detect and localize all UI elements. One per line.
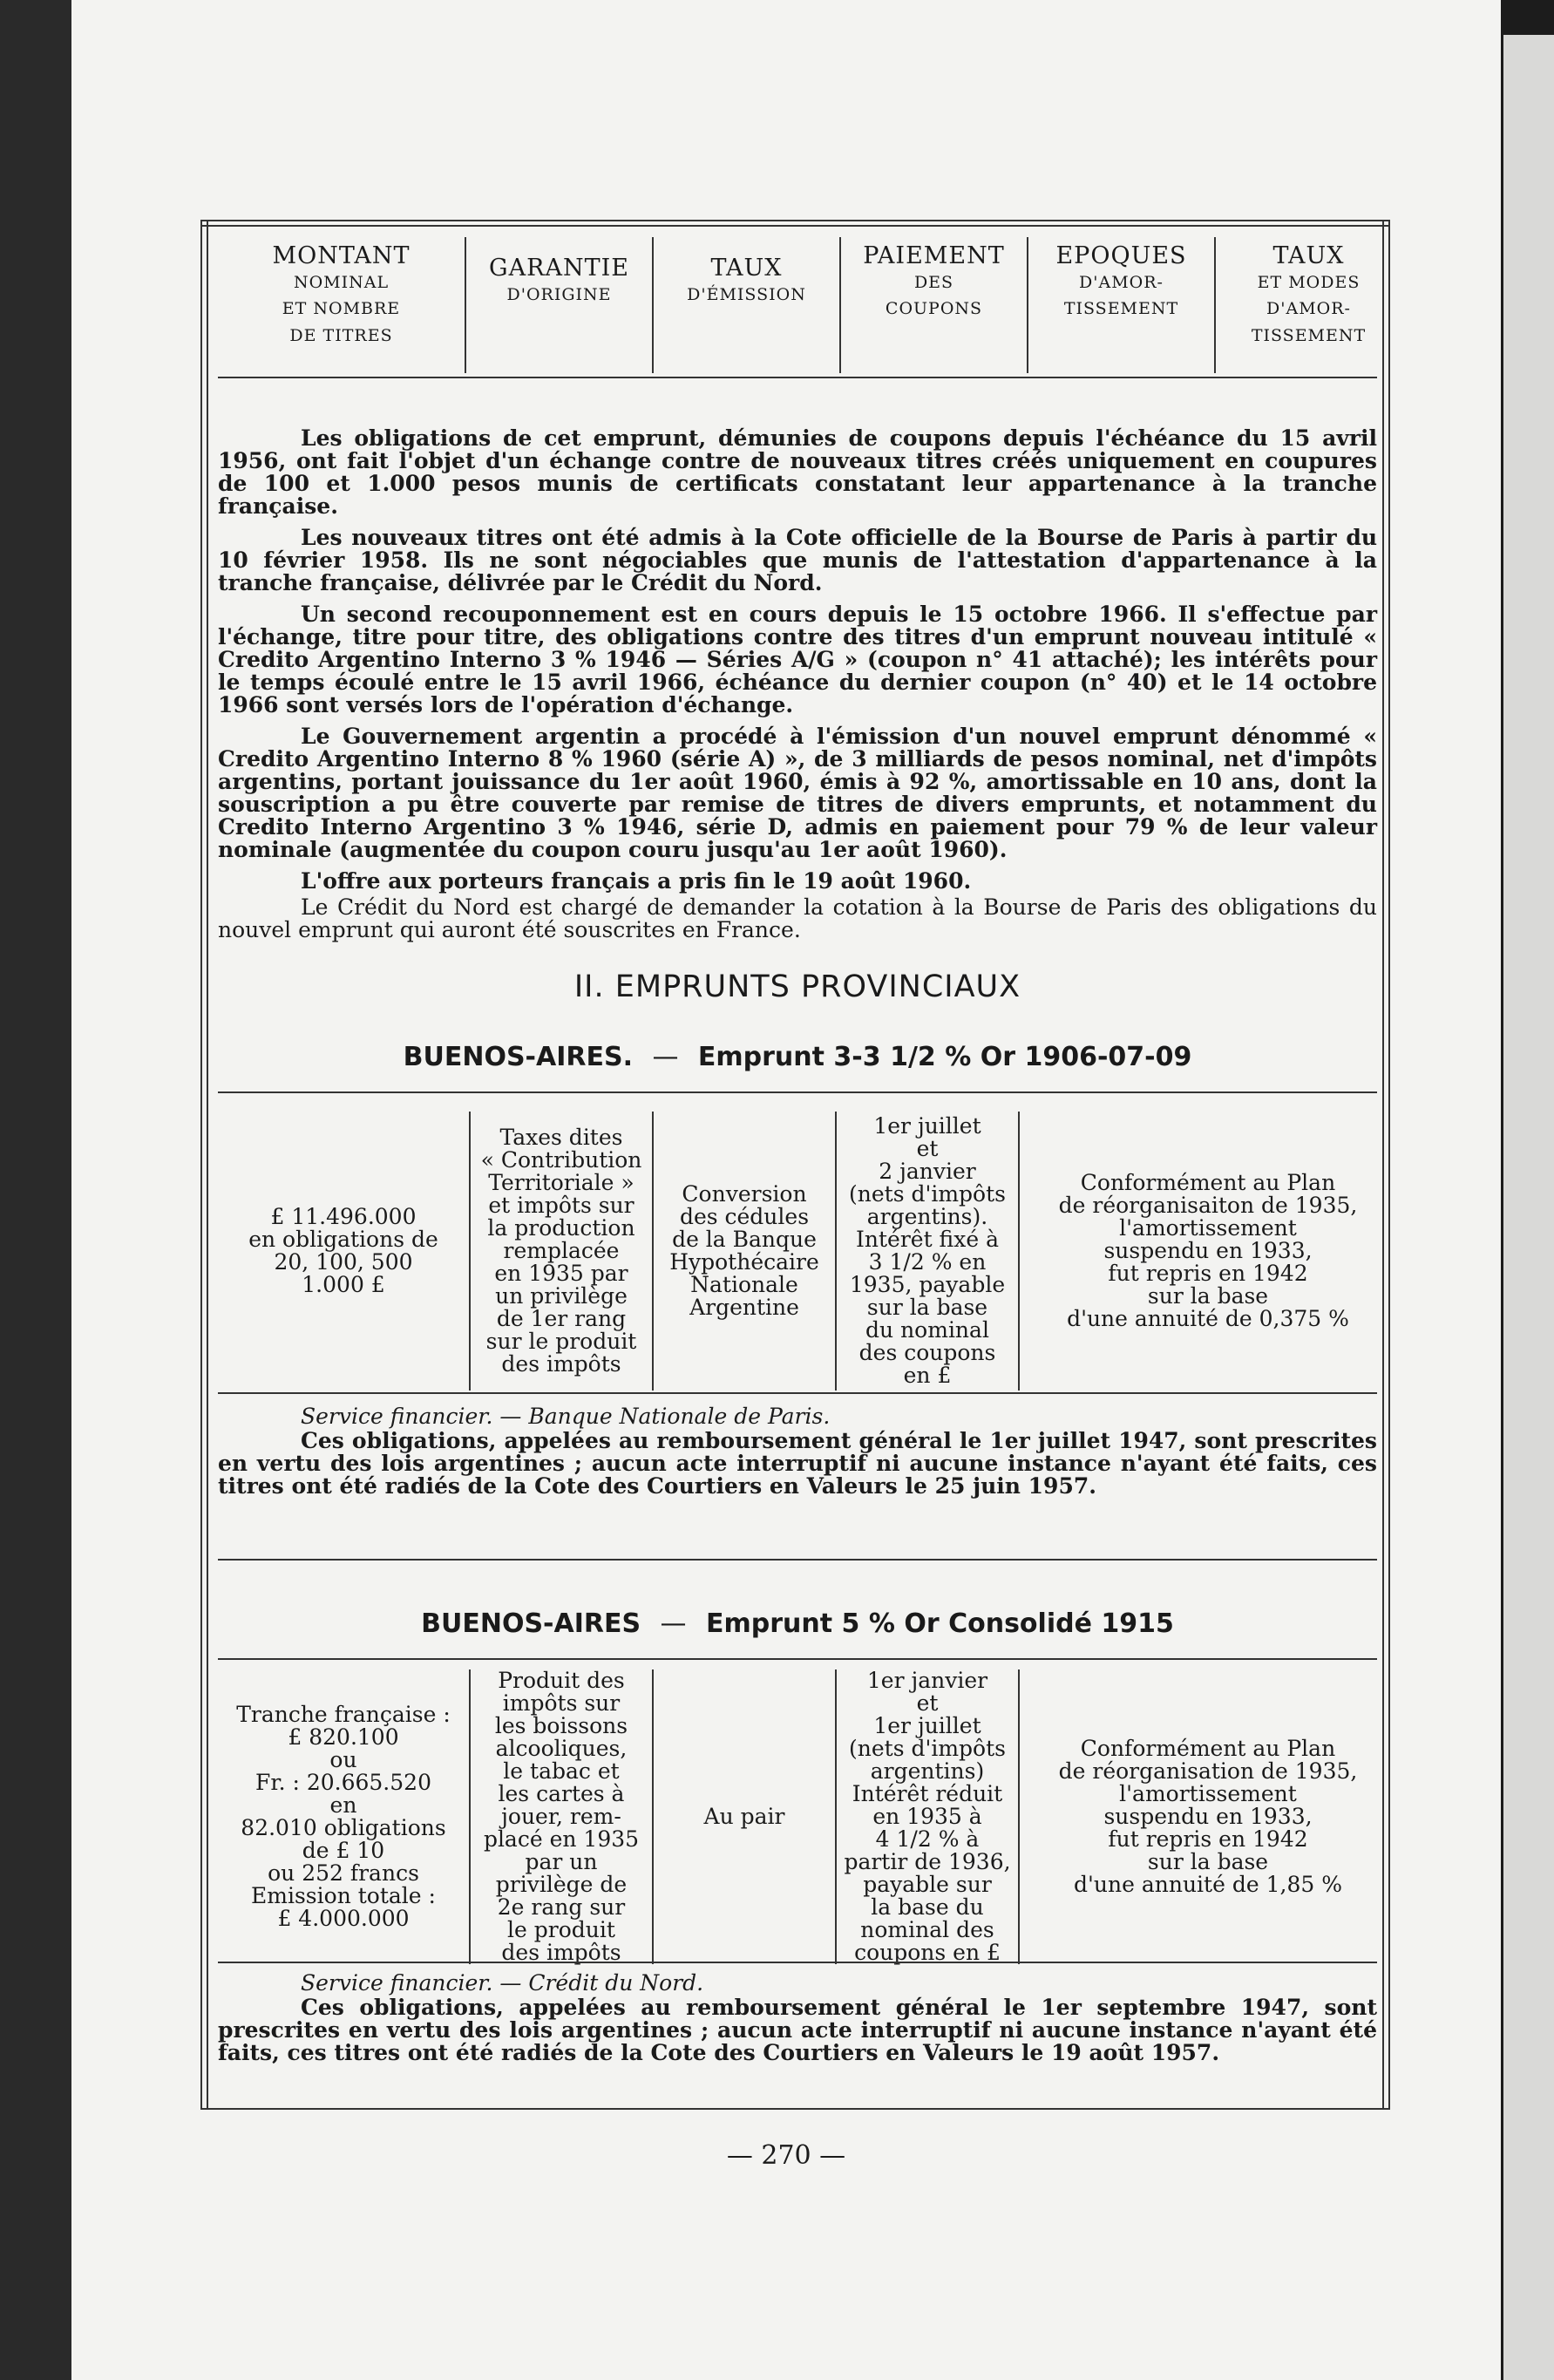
paragraph-3: Un second recouponnement est en cours depuis le 15 octobre 1966. Il s'effectue par l'échange, titre pour titre, des obligations contre des titres d'un emprunt nouveau intitulé « Credito Argentino Interno 3 % 1946 — Séries A/G » (coupon n° 41 attaché); les intérêts pour le temps écoulé entre le 15 avril 1966, échéance du dernier coupon (n° 40) et le 14 octobre 1966 sont versés lors de l'opération d'échange. — [218, 602, 1377, 717]
header-montant — [218, 237, 465, 373]
frame-top-rule-2 — [200, 225, 1390, 227]
cell-line: en £ — [903, 1363, 952, 1388]
cell-line: payable sur — [863, 1872, 992, 1897]
cell-line: des cédules — [679, 1204, 810, 1229]
cell-line: d'une annuité de 0,375 % — [1067, 1306, 1349, 1331]
cell-line: £ 11.496.000 — [270, 1204, 417, 1229]
loan2-top-rule — [218, 1658, 1377, 1660]
cell-line: 2 janvier — [879, 1159, 976, 1184]
header-taux-sub: D'ÉMISSION — [687, 285, 806, 304]
loan2-bottom-rule — [218, 1962, 1377, 1963]
frame-left-rule — [200, 220, 202, 2110]
cell-line: remplacée — [503, 1238, 620, 1263]
section-title: II. EMPRUNTS PROVINCIAUX — [573, 969, 1021, 1004]
cell-line: un privilège — [495, 1283, 628, 1309]
cell-line: et impôts sur — [488, 1193, 634, 1218]
cell-line: coupons en £ — [854, 1940, 1001, 1965]
cell-line: suspendu en 1933, — [1103, 1804, 1313, 1829]
loan1-bottom-rule — [218, 1392, 1377, 1394]
header-garantie-title: GARANTIE — [489, 255, 629, 282]
frame-bottom-rule — [200, 2108, 1390, 2110]
cell-line: en 1935 par — [494, 1261, 628, 1286]
loan1-garantie — [470, 1112, 653, 1391]
header-taux-modes — [1215, 237, 1401, 373]
header-epoques-sub1: D'AMOR- — [1079, 273, 1164, 292]
cell-line: sur la base — [866, 1295, 988, 1320]
cell-line: des impôts — [501, 1351, 621, 1377]
cell-line: placé en 1935 — [483, 1826, 640, 1852]
header-paiement-sub1: DES — [913, 273, 954, 292]
cell-line: Conformément au Plan — [1080, 1736, 1336, 1761]
loan1-title-dash: — — [652, 1042, 679, 1072]
cell-line: nominal des — [860, 1917, 994, 1942]
cell-line: du nominal — [865, 1317, 989, 1343]
cell-line: l'amortissement — [1119, 1215, 1297, 1241]
cell-line: impôts sur — [502, 1690, 621, 1716]
header-taux-emission — [653, 237, 840, 373]
cell-line: argentins) — [870, 1758, 985, 1784]
loan2-title-left: BUENOS-AIRES — [421, 1608, 641, 1639]
cell-line: Produit des — [498, 1668, 625, 1693]
cell-line: par un — [525, 1849, 598, 1874]
loan1-title-left: BUENOS-AIRES. — [403, 1042, 633, 1072]
header-montant-title: MONTANT — [272, 242, 411, 269]
cell-line: en obligations de — [248, 1227, 438, 1252]
cell-line: privilège de — [495, 1872, 628, 1897]
cell-line: alcooliques, — [495, 1736, 628, 1761]
header-garantie-sub: D'ORIGINE — [506, 285, 612, 304]
cell-line: ou 252 francs — [268, 1860, 419, 1886]
cell-line: de £ 10 — [302, 1838, 385, 1863]
cell-line: 1er juillet — [873, 1713, 981, 1738]
loan2-note: Ces obligations, appelées au remboursement général le 1er septembre 1947, sont prescrites en vertu des lois argentines ; aucun acte interruptif ni aucune instance n'ayant été faits, ces titres ont été radiés de la Cote des Courtiers en Valeurs le 19 août 1957. — [218, 1995, 1377, 2065]
cell-line: fut repris en 1942 — [1108, 1261, 1308, 1286]
cell-line: Intérêt réduit — [852, 1781, 1003, 1806]
loan1-note: Ces obligations, appelées au remboursement général le 1er juillet 1947, sont prescrites en vertu des lois argentines ; aucun acte interruptif ni aucune instance n'ayant été faits, ces titres ont été radiés de la Cote des Courtiers en Valeurs le 25 juin 1957. — [218, 1428, 1377, 1499]
cell-line: fut repris en 1942 — [1108, 1826, 1308, 1852]
cell-line: Argentine — [689, 1295, 799, 1320]
cell-line: 2e rang sur — [497, 1894, 626, 1920]
cell-line: sur la base — [1147, 1283, 1269, 1309]
header-taux-title: TAUX — [710, 255, 783, 282]
loan2-amortissement — [1019, 1669, 1396, 1964]
loan1-table — [218, 1112, 1396, 1391]
cell-line: et — [916, 1136, 939, 1161]
cell-line: Hypothécaire — [669, 1249, 819, 1275]
loan1-service: Service financier. — Banque Nationale de Paris. — [301, 1404, 831, 1429]
cell-line: Au pair — [703, 1804, 785, 1829]
cell-line: l'amortissement — [1119, 1781, 1297, 1806]
cell-line: de la Banque — [672, 1227, 817, 1252]
loan2-title-right: Emprunt 5 % Or Consolidé 1915 — [706, 1608, 1174, 1639]
header-epoques-title: EPOQUES — [1055, 242, 1187, 269]
cell-line: Conversion — [682, 1181, 807, 1207]
header-taux-modes-sub1: ET MODES — [1257, 273, 1361, 292]
cell-line: Intérêt fixé à — [856, 1227, 999, 1252]
cell-line: Tranche française : — [236, 1702, 451, 1727]
cell-line: « Contribution — [480, 1147, 642, 1173]
cell-line: 1er janvier — [866, 1668, 988, 1693]
cell-line: suspendu en 1933, — [1103, 1238, 1313, 1263]
cell-line: des impôts — [501, 1940, 621, 1965]
header-paiement-title: PAIEMENT — [863, 242, 1005, 269]
cell-line: ou — [329, 1747, 357, 1772]
cell-line: Conformément au Plan — [1080, 1170, 1336, 1195]
cell-line: de réorganisation de 1935, — [1058, 1758, 1358, 1784]
paragraph-1: Les obligations de cet emprunt, démunies de coupons depuis l'échéance du 15 avril 1956, ont fait l'objet d'un échange contre de nouveaux titres créés uniquement en coupures de 100 et 1.000 pesos munis de certificats constatant leur appartenance à la tranche française. — [218, 425, 1377, 519]
loan2-notes — [218, 1972, 1377, 2064]
header-montant-sub2: ET NOMBRE — [282, 299, 401, 319]
header-epoques-sub2: TISSEMENT — [1063, 299, 1179, 319]
loan1-notes — [218, 1405, 1377, 1498]
cell-line: sur la base — [1147, 1849, 1269, 1874]
cell-line: (nets d'impôts — [849, 1181, 1006, 1207]
cell-line: argentins). — [866, 1204, 988, 1229]
cell-line: sur le produit — [485, 1329, 637, 1354]
cell-line: la base du — [871, 1894, 984, 1920]
cell-line: Fr. : 20.665.520 — [255, 1770, 431, 1795]
header-taux-modes-sub2: D'AMOR- — [1266, 299, 1351, 319]
cell-line: 1.000 £ — [302, 1272, 385, 1297]
cell-line: de 1er rang — [496, 1306, 627, 1331]
cell-line: (nets d'impôts — [849, 1736, 1006, 1761]
loan2-taux — [653, 1669, 836, 1964]
cell-line: jouer, rem- — [501, 1804, 621, 1829]
paragraph-5: L'offre aux porteurs français a pris fin le 19 août 1960. — [301, 868, 972, 894]
cell-line: en — [329, 1792, 357, 1818]
cell-line: 20, 100, 500 — [274, 1249, 413, 1275]
cell-line: £ 4.000.000 — [277, 1906, 410, 1931]
section-divider-rule — [218, 1559, 1377, 1561]
cell-line: 3 1/2 % en — [868, 1249, 987, 1275]
paragraph-2: Les nouveaux titres ont été admis à la Cote officielle de la Bourse de Paris à partir du 10 février 1958. Ils ne sont négociables que munis de l'attestation d'appartenance à la tranche française, délivrée par le Crédit du Nord. — [218, 525, 1377, 595]
cell-line: Taxes dites — [499, 1125, 623, 1150]
cell-line: 1935, payable — [849, 1272, 1006, 1297]
cell-line: Territoriale » — [488, 1170, 634, 1195]
cell-line: Emission totale : — [251, 1883, 436, 1908]
header-montant-sub1: NOMINAL — [293, 273, 390, 292]
cell-line: le produit — [507, 1917, 615, 1942]
cell-line: la production — [487, 1215, 635, 1241]
paragraph-block — [218, 427, 1377, 942]
loan2-paiement — [836, 1669, 1019, 1964]
loan2-garantie — [470, 1669, 653, 1964]
header-paiement-sub2: COUPONS — [885, 299, 983, 319]
page-number: — 270 — — [726, 2140, 846, 2171]
cell-line: partir de 1936, — [844, 1849, 1011, 1874]
cell-line: Nationale — [690, 1272, 798, 1297]
paragraph-4: Le Gouvernement argentin a procédé à l'émission d'un nouvel emprunt dénommé « Credito Argentino Interno 8 % 1960 (série A) », de 3 milliards de pesos nominal, net d'impôts argentins, portant jouissance du 1er août 1960, émis à 92 %, amortissable en 10 ans, dont la souscription a pu être couverte par remise de titres de divers emprunts, et notamment du Credito Interno Argentino 3 % 1946, série D, admis en paiement pour 79 % de leur valeur nominale (augmentée du coupon couru jusqu'au 1er août 1960). — [218, 724, 1377, 862]
header-montant-sub3: DE TITRES — [289, 325, 393, 345]
frame-left-rule-2 — [207, 220, 208, 2110]
cell-line: les cartes à — [498, 1781, 625, 1806]
loan2-service: Service financier. — Crédit du Nord. — [301, 1970, 704, 1996]
cell-line: £ 820.100 — [288, 1724, 399, 1750]
cell-line: 1er juillet — [873, 1113, 981, 1139]
loan1-title-right: Emprunt 3-3 1/2 % Or 1906-07-09 — [697, 1042, 1192, 1072]
loan1-amortissement — [1019, 1112, 1396, 1391]
loan2-title-dash: — — [660, 1608, 687, 1639]
loan1-title — [218, 1042, 1377, 1072]
frame-top-rule — [200, 220, 1390, 221]
header-bottom-rule — [218, 377, 1377, 378]
cell-line: et — [916, 1690, 939, 1716]
loan1-montant — [218, 1112, 470, 1391]
cell-line: d'une annuité de 1,85 % — [1074, 1872, 1342, 1897]
cell-line: de réorganisaiton de 1935, — [1058, 1193, 1358, 1218]
header-garantie — [465, 237, 653, 373]
header-taux-modes-sub3: TISSEMENT — [1251, 325, 1367, 345]
loan2-title — [218, 1608, 1377, 1639]
column-header-table — [218, 237, 1401, 373]
header-epoques — [1028, 237, 1215, 373]
cell-line: les boissons — [494, 1713, 628, 1738]
cell-line: en 1935 à — [872, 1804, 982, 1829]
loan1-taux — [653, 1112, 836, 1391]
header-paiement — [840, 237, 1028, 373]
cell-line: des coupons — [858, 1340, 996, 1365]
next-page-edge — [1503, 35, 1554, 2380]
cell-line: 82.010 obligations — [241, 1815, 446, 1840]
cell-line: 4 1/2 % à — [875, 1826, 980, 1852]
header-taux-modes-title: TAUX — [1272, 242, 1345, 269]
loan1-paiement — [836, 1112, 1019, 1391]
loan2-table — [218, 1669, 1396, 1964]
loan1-top-rule — [218, 1091, 1377, 1093]
loan2-montant — [218, 1669, 470, 1964]
cell-line: le tabac et — [503, 1758, 620, 1784]
paragraph-6: Le Crédit du Nord est chargé de demander la cotation à la Bourse de Paris des obligations du nouvel emprunt qui auront été souscrites en France. — [218, 894, 1377, 942]
